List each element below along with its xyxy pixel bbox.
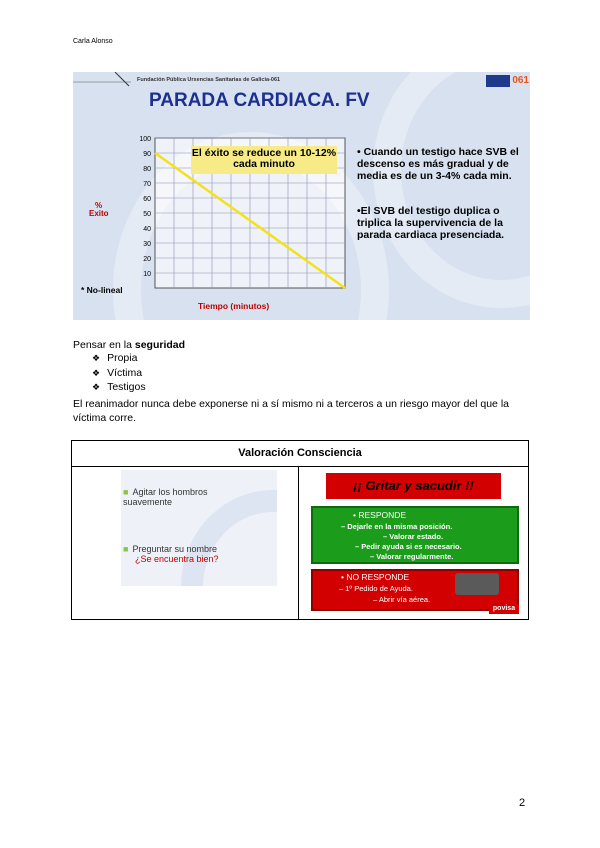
y-tick-label: 90 — [143, 151, 151, 158]
slide-bullet-1: • Cuando un testigo hace SVB el descenso es más gradual y de media es de un 3-4% cada min. — [357, 146, 519, 182]
organization-logo — [486, 75, 510, 87]
diamond-bullet-icon: ❖ — [92, 368, 101, 378]
y-tick-label: 80 — [143, 166, 151, 173]
responds-step-3: – Pedir ayuda si es necesario. — [355, 542, 462, 551]
list-item-label: Propia — [107, 352, 138, 364]
left-item-2 — [123, 544, 217, 554]
left-item-1 — [123, 487, 243, 507]
diamond-bullet-icon: ❖ — [92, 353, 101, 363]
organization-name: Fundación Pública Urxencias Sanitarias de Galicia-061 — [137, 77, 281, 83]
responds-step-2: – Valorar estado. — [383, 532, 444, 541]
left-item-2-question: ¿Se encuentra bien? — [135, 554, 219, 564]
safety-prefix: Pensar en la — [73, 339, 135, 351]
not-responds-step-2: – Abrir vía aérea. — [373, 595, 431, 604]
y-tick-label: 10 — [143, 271, 151, 278]
bullet-dot-icon: ■ — [123, 487, 129, 497]
motorcycles-image — [455, 573, 499, 595]
list-item — [92, 381, 146, 393]
responds-step-1: – Dejarle en la misma posición. — [341, 522, 453, 531]
right-slide — [309, 470, 521, 616]
list-item — [92, 367, 142, 379]
author-name: Carla Alonso — [73, 38, 113, 45]
header-slash — [115, 72, 129, 86]
left-item-1-text: Agitar los hombros suavemente — [123, 487, 208, 507]
not-responds-heading: • NO RESPONDE — [341, 572, 410, 582]
table-header: Valoración Consciencia — [72, 441, 528, 467]
y-tick-label: 60 — [143, 196, 151, 203]
cardiac-arrest-slide — [73, 72, 530, 320]
list-item-label: Testigos — [107, 381, 146, 393]
responds-step-4: – Valorar regularmente. — [370, 552, 454, 561]
responds-box — [311, 506, 519, 564]
y-tick-label: 40 — [143, 226, 151, 233]
responds-heading: • RESPONDE — [353, 510, 407, 520]
diamond-bullet-icon: ❖ — [92, 382, 101, 392]
bullet-dot-icon: ■ — [123, 544, 129, 554]
brand-logo: povisa — [489, 604, 519, 614]
rescuer-paragraph: El reanimador nunca debe exponerse ni a sí mismo ni a terceros a un riesgo mayor del que la víctima corre. — [73, 398, 509, 424]
x-axis-label: Tiempo (minutos) — [198, 301, 270, 311]
list-item-label: Víctima — [107, 367, 143, 379]
page-number: 2 — [519, 797, 526, 809]
y-tick-label: 70 — [143, 181, 151, 188]
table-divider — [298, 466, 299, 619]
slide-bullet-2: •El SVB del testigo duplica o triplica la supervivencia de la parada cardiaca presenciada. — [357, 205, 505, 241]
y-tick-label: 50 — [143, 211, 151, 218]
chart-note: * No-lineal — [81, 285, 123, 295]
left-item-2-text: Preguntar su nombre — [132, 544, 217, 554]
safety-paragraph — [73, 338, 185, 352]
list-item — [92, 352, 137, 364]
left-slide — [121, 470, 277, 586]
y-tick-label: 20 — [143, 256, 151, 263]
y-tick-label: 30 — [143, 241, 151, 248]
slide-title: PARADA CARDIACA. FV — [149, 90, 370, 111]
not-responds-step-1: – 1º Pedido de Ayuda. — [339, 584, 413, 593]
logo-number: 061 — [512, 75, 529, 86]
y-axis-label-exito: Exito — [89, 209, 109, 218]
y-axis-label-percent: % — [95, 201, 103, 210]
y-tick-label: 100 — [139, 136, 151, 143]
shout-shake-banner: ¡¡ Gritar y sacudir !! — [326, 473, 501, 499]
chart-callout: El éxito se reduce un 10-12% cada minuto — [191, 146, 337, 174]
safety-keyword: seguridad — [134, 339, 186, 351]
